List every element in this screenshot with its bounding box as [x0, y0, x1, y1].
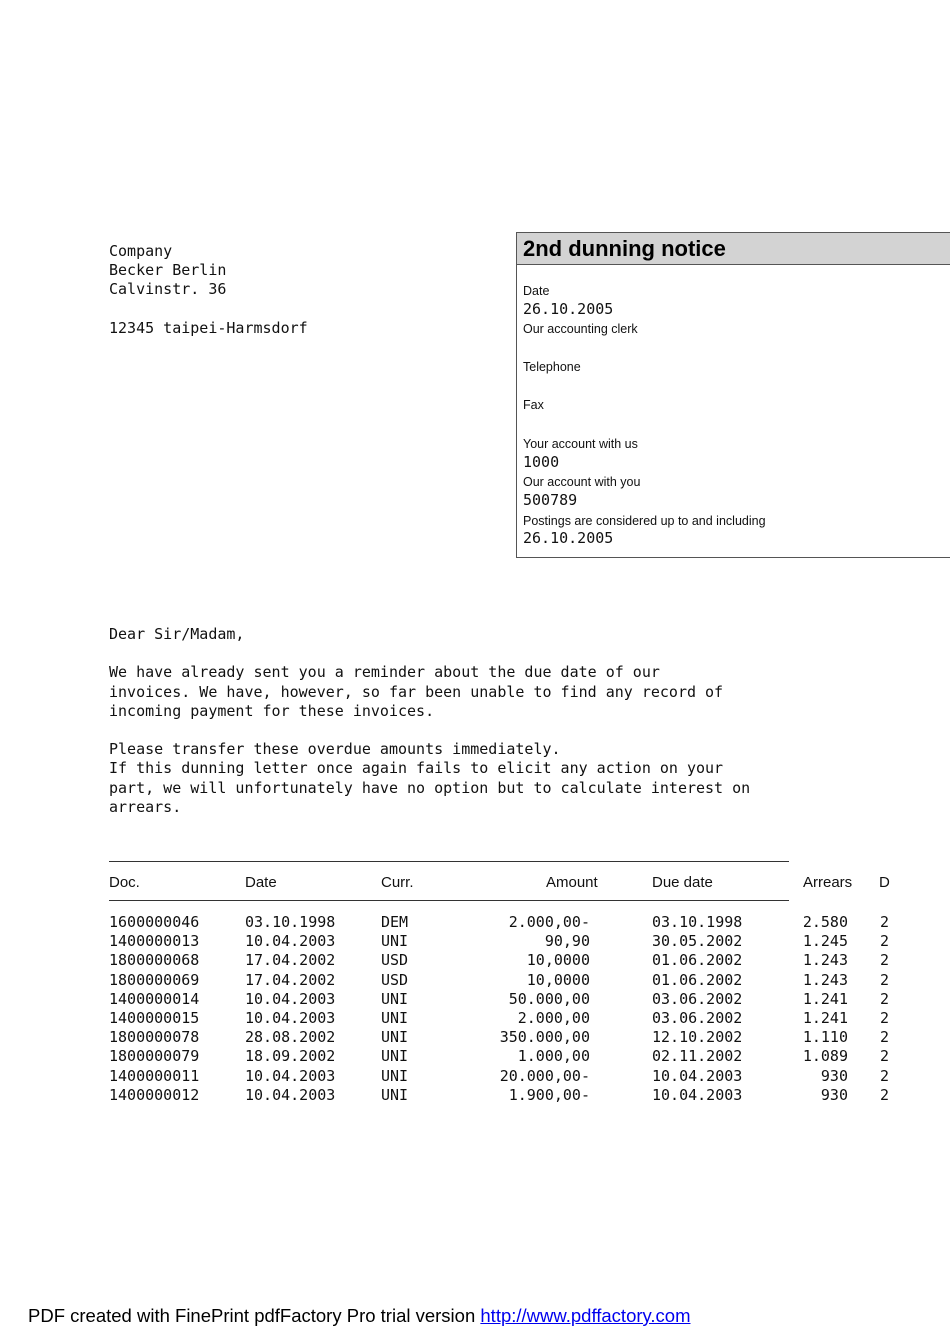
table-top-rule	[109, 861, 789, 862]
our-account-label: Our account with you	[523, 475, 641, 489]
address-line: Becker Berlin	[109, 261, 227, 280]
cell-due-date: 10.04.2003	[652, 1085, 743, 1104]
accounting-clerk-label: Our accounting clerk	[523, 322, 638, 336]
cell-d: 2	[880, 1047, 890, 1066]
cell-doc: 1400000012	[109, 1085, 200, 1104]
our-account-value: 500789	[523, 491, 578, 509]
table-row	[0, 1086, 950, 1105]
footer-link[interactable]: http://www.pdffactory.com	[480, 1305, 691, 1326]
letter-body	[109, 625, 829, 817]
telephone-label: Telephone	[523, 360, 581, 374]
cell-date: 18.09.2002	[245, 1047, 336, 1066]
cell-date: 28.08.2002	[245, 1028, 336, 1047]
cell-due-date: 01.06.2002	[652, 970, 743, 989]
cell-date: 17.04.2002	[245, 970, 336, 989]
postings-label: Postings are considered up to and including	[523, 514, 766, 528]
cell-doc: 1400000011	[109, 1066, 200, 1085]
cell-d: 2	[880, 1066, 890, 1085]
cell-amount: 20.000,00-	[499, 1066, 590, 1085]
col-header-doc: Doc.	[109, 874, 140, 891]
cell-date: 03.10.1998	[245, 913, 336, 931]
cell-currency: UNI	[381, 1047, 409, 1066]
cell-doc: 1400000014	[109, 989, 200, 1008]
cell-amount: 2.000,00	[517, 1009, 590, 1027]
paragraph-line: We have already sent you a reminder about the due date of our	[109, 663, 660, 682]
fax-label: Fax	[523, 398, 544, 412]
cell-d: 2	[880, 970, 890, 989]
cell-date: 10.04.2003	[245, 989, 336, 1008]
pdf-footer	[28, 1305, 691, 1327]
your-account-value: 1000	[523, 453, 560, 471]
address-line: 12345 taipei-Harmsdorf	[109, 318, 308, 337]
table-row	[0, 932, 950, 951]
cell-due-date: 03.10.1998	[652, 913, 743, 931]
paragraph-line: invoices. We have, however, so far been unable to find any record of	[109, 682, 724, 701]
table-row	[0, 1067, 950, 1086]
cell-due-date: 02.11.2002	[652, 1047, 743, 1066]
cell-doc: 1800000079	[109, 1047, 200, 1066]
cell-arrears: 1.241	[802, 989, 848, 1008]
cell-due-date: 30.05.2002	[652, 932, 743, 951]
cell-date: 10.04.2003	[245, 932, 336, 951]
cell-doc: 1800000068	[109, 951, 200, 970]
cell-doc: 1600000046	[109, 913, 200, 931]
table-row	[0, 971, 950, 990]
col-header-date: Date	[245, 874, 277, 891]
cell-amount: 10,0000	[526, 970, 590, 989]
date-label: Date	[523, 284, 550, 298]
col-header-due-date: Due date	[652, 874, 713, 891]
cell-date: 17.04.2002	[245, 951, 336, 970]
cell-amount: 90,90	[544, 932, 590, 951]
cell-currency: UNI	[381, 1028, 409, 1047]
cell-arrears: 1.245	[802, 932, 848, 951]
cell-due-date: 03.06.2002	[652, 989, 743, 1008]
cell-d: 2	[880, 1085, 890, 1104]
paragraph-line: If this dunning letter once again fails to elicit any action on your	[109, 759, 724, 778]
footer-text: PDF created with FinePrint pdfFactory Pro trial version	[28, 1305, 481, 1326]
cell-amount: 2.000,00-	[508, 913, 590, 931]
notice-info-box	[516, 232, 950, 558]
cell-arrears: 2.580	[802, 913, 848, 931]
cell-doc: 1400000013	[109, 932, 200, 951]
paragraph-line: Please transfer these overdue amounts immediately.	[109, 740, 561, 759]
table-row	[0, 951, 950, 970]
cell-amount: 10,0000	[526, 951, 590, 970]
date-value: 26.10.2005	[523, 300, 614, 318]
paragraph-line: arrears.	[109, 797, 182, 816]
cell-currency: USD	[381, 951, 409, 970]
cell-currency: UNI	[381, 989, 409, 1008]
cell-currency: DEM	[381, 913, 409, 931]
table-row	[0, 1047, 950, 1066]
cell-doc: 1400000015	[109, 1009, 200, 1027]
cell-arrears: 930	[820, 1066, 848, 1085]
your-account-label: Your account with us	[523, 437, 638, 451]
cell-amount: 1.000,00	[517, 1047, 590, 1066]
cell-d: 2	[880, 1009, 890, 1027]
cell-d: 2	[880, 951, 890, 970]
table-row	[0, 1009, 950, 1028]
cell-due-date: 03.06.2002	[652, 1009, 743, 1027]
cell-due-date: 12.10.2002	[652, 1028, 743, 1047]
cell-date: 10.04.2003	[245, 1066, 336, 1085]
cell-d: 2	[880, 913, 890, 931]
notice-title: 2nd dunning notice	[517, 233, 950, 265]
table-header-rule	[109, 900, 789, 901]
address-line	[109, 300, 308, 319]
cell-amount: 50.000,00	[508, 989, 590, 1008]
col-header-currency: Curr.	[381, 874, 414, 891]
cell-amount: 350.000,00	[499, 1028, 590, 1047]
cell-currency: UNI	[381, 1009, 409, 1027]
salutation: Dear Sir/Madam,	[109, 625, 245, 643]
paragraph-line: part, we will unfortunately have no option but to calculate interest on	[109, 778, 751, 797]
cell-due-date: 01.06.2002	[652, 951, 743, 970]
cell-arrears: 930	[820, 1085, 848, 1104]
cell-due-date: 10.04.2003	[652, 1066, 743, 1085]
postings-value: 26.10.2005	[523, 529, 614, 547]
cell-arrears: 1.243	[802, 970, 848, 989]
cell-currency: USD	[381, 970, 409, 989]
cell-date: 10.04.2003	[245, 1009, 336, 1027]
cell-arrears: 1.243	[802, 951, 848, 970]
cell-currency: UNI	[381, 932, 409, 951]
cell-d: 2	[880, 932, 890, 951]
table-row	[0, 1028, 950, 1047]
cell-doc: 1800000078	[109, 1028, 200, 1047]
cell-date: 10.04.2003	[245, 1085, 336, 1104]
cell-amount: 1.900,00-	[508, 1085, 590, 1104]
recipient-address	[109, 242, 308, 338]
address-line: Calvinstr. 36	[109, 280, 227, 299]
cell-arrears: 1.089	[802, 1047, 848, 1066]
cell-d: 2	[880, 1028, 890, 1047]
table-row	[0, 990, 950, 1009]
table-row	[0, 913, 950, 932]
col-header-d: D	[879, 874, 890, 891]
cell-doc: 1800000069	[109, 970, 200, 989]
paragraph-line: incoming payment for these invoices.	[109, 701, 435, 720]
address-line: Company	[109, 242, 173, 260]
cell-currency: UNI	[381, 1085, 409, 1104]
cell-arrears: 1.241	[802, 1009, 848, 1027]
cell-arrears: 1.110	[802, 1028, 848, 1047]
col-header-arrears: Arrears	[803, 874, 853, 891]
cell-d: 2	[880, 989, 890, 1008]
col-header-amount: Amount	[546, 874, 598, 891]
cell-currency: UNI	[381, 1066, 409, 1085]
